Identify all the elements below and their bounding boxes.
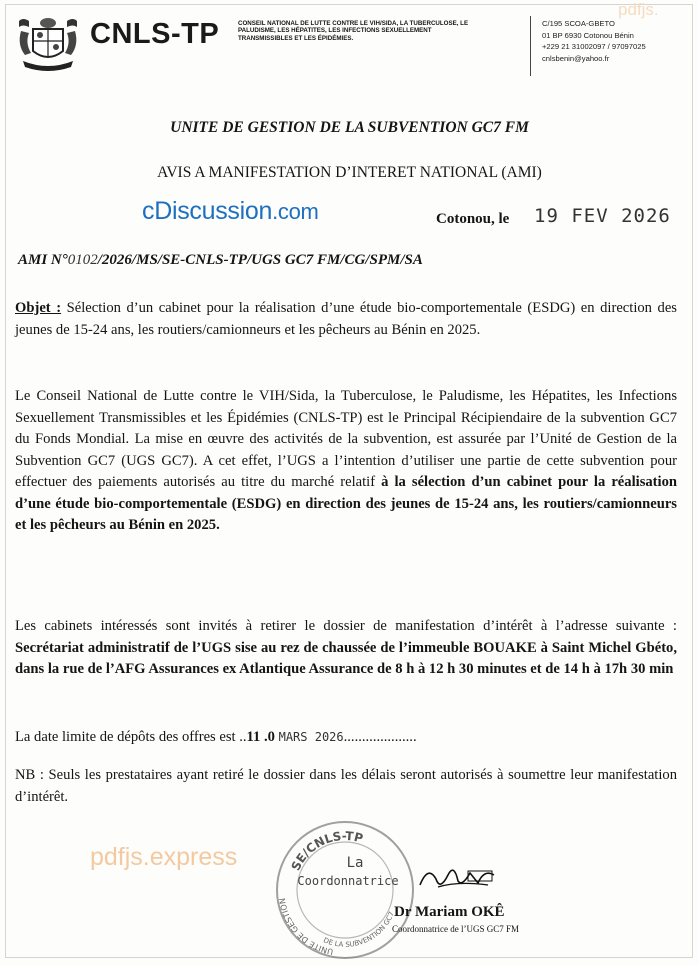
- stamp-line1: La: [346, 855, 364, 871]
- cabinets-paragraph-bold: Secrétariat administratif de l’UGS sise au rez de chaussée de l’immeuble BOUAKE à Saint Michel Gbéto, dans la rue de l’AFG Assurances ex Atlantique Assurance de 8 h à 12 h 30 minutes et de 14 h à 17h 30 min: [15, 639, 677, 677]
- deadline-stamp: MARS 2026: [278, 730, 344, 744]
- cabinets-paragraph: [15, 616, 677, 681]
- nb-paragraph: NB : Seuls les prestataires ayant retiré le dossier dans les délais seront autorisés à soumettre leur manifestation d’intérêt.: [15, 767, 677, 805]
- deadline-dots: ....................: [343, 729, 417, 745]
- logo-text: CNLS-TP: [90, 18, 220, 50]
- watermark-top: pdfjs.: [618, 0, 659, 19]
- objet-label: Objet :: [15, 300, 62, 316]
- cabinets-paragraph-text: Les cabinets intéressés sont invités à retirer le dossier de manifestation d’intérêt à l’adresse suivante :: [15, 618, 677, 634]
- stamp-top-text: SE/CNLS-TP: [288, 828, 365, 873]
- site-watermark-main: cDiscussion: [142, 197, 273, 225]
- site-watermark-domain: .com: [272, 199, 319, 224]
- date-stamp: 19 FEV 2026: [534, 205, 671, 227]
- objet-text: Sélection d’un cabinet pour la réalisation d’une étude bio-comportementale (ESDG) en direction des jeunes de 15-24 ans, les routiers/camionneurs et les pêcheurs au Bénin en 2025.: [15, 300, 677, 338]
- deadline-handwritten: 11 .0: [246, 729, 275, 745]
- ami-reference-code: /2026/MS/SE-CNLS-TP/UGS GC7 FM/CG/SPM/SA: [97, 252, 423, 268]
- signatory-name: Dr Mariam OKÊ: [394, 904, 505, 920]
- main-paragraph-bold: à la sélection d’un cabinet pour la réalisation d’une étude bio-comportementale (ESDG) en direction des jeunes de 15-24 ans, les routiers/camionneurs et les pêcheurs au Bénin en 2025.: [15, 474, 677, 533]
- deadline-text: La date limite de dépôts des offres est ..: [15, 729, 247, 745]
- document-title: UNITE DE GESTION DE LA SUBVENTION GC7 FM: [170, 119, 529, 136]
- document-subtitle: AVIS A MANIFESTATION D’INTERET NATIONAL (AMI): [157, 164, 542, 181]
- main-paragraph: [15, 386, 677, 537]
- coat-of-arms-icon: [13, 15, 83, 73]
- contact-block: [542, 18, 646, 64]
- ami-number-handwritten: 0102: [67, 252, 98, 268]
- deadline-line: [15, 729, 417, 746]
- stamp-left-text: UNITE DE GESTION: [277, 897, 335, 957]
- contact-email: cnlsbenin@yahoo.fr: [542, 53, 610, 63]
- signatory-role: Coordonnatrice de l’UGS GC7 FM: [392, 924, 519, 934]
- contact-po-box: 01 BP 6930 Cotonou Bénin: [542, 30, 634, 40]
- objet-paragraph: [15, 298, 677, 341]
- official-stamp: [270, 815, 420, 965]
- place-label: Cotonou, le: [436, 211, 510, 227]
- ami-label: AMI N°: [18, 252, 68, 268]
- stamp-line2: Coordonnatrice: [297, 874, 399, 888]
- main-paragraph-text: Le Conseil National de Lutte contre le VIH/Sida, la Tuberculose, le Paludisme, les Hépatites, les Infections Sexuellement Transmissibles et les Épidémies (CNLS-TP) est le Principal Récipiendaire de la subvention GC7 du Fonds Mondial. La mise en œuvre des activités de la subvention, est assurée par l’Unité de Gestion de la Subvention GC7 (UGS GC7). A cet effet, l’UGS a l’intention d’utiliser une partie de cette subvention pour effectuer des paiements autorisés au titre du marché relatif: [15, 388, 677, 490]
- signature-scribble: [418, 857, 498, 897]
- site-watermark: [142, 197, 319, 226]
- contact-phone: +229 21 31002097 / 97097025: [542, 42, 646, 52]
- stamp-bottom-text: DE LA SUBVENTION GC7: [322, 910, 396, 949]
- header-divider: [530, 16, 531, 76]
- logo-description: CONSEIL NATIONAL DE LUTTE CONTRE LE VIH/SIDA, LA TUBERCULOSE, LE PALUDISME, LES HÉPATITES, LES INFECTIONS SEXUELLEMENT TRANSMISSIBLES ET LES ÉPIDÉMIES.: [238, 20, 469, 42]
- contact-address: C/195 SCOA-GBETO: [542, 19, 615, 28]
- ami-reference: [18, 252, 423, 269]
- watermark-bottom: pdfjs.express: [90, 843, 238, 871]
